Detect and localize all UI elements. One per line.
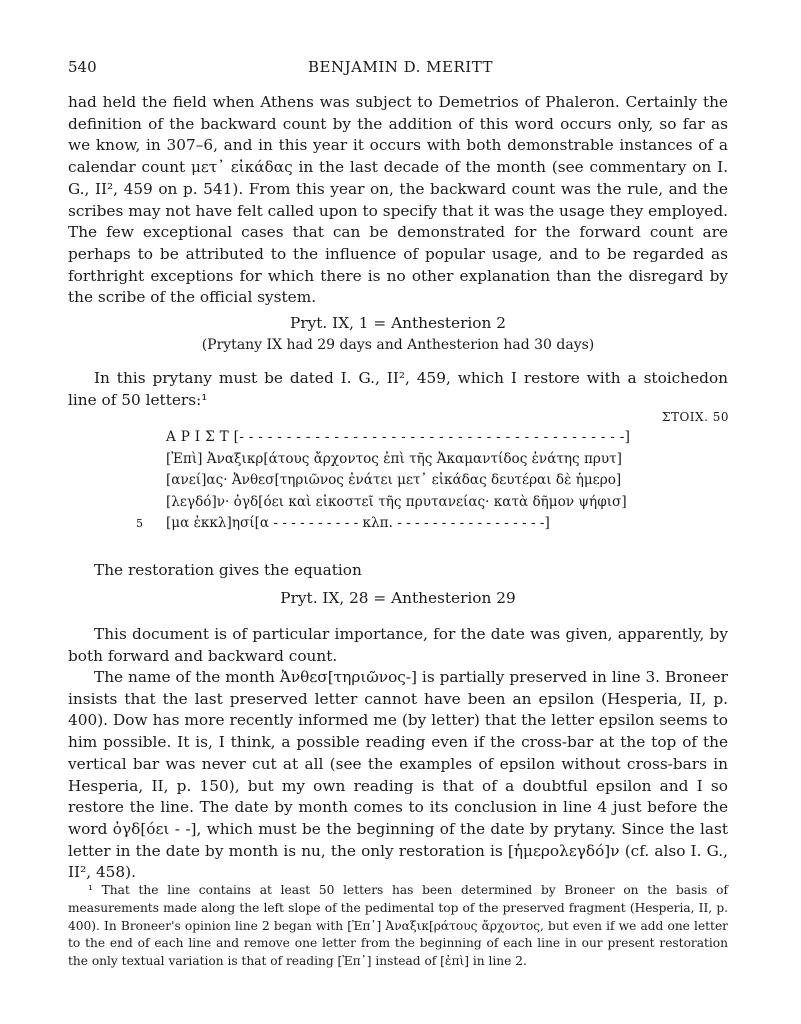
inscription-line xyxy=(136,470,736,492)
inscription-line xyxy=(136,513,736,535)
running-title: BENJAMIN D. MERITT xyxy=(308,58,493,76)
paragraph-1: had held the field when Athens was subject to Demetrios of Phaleron. Certainly the definition of the backward count by the addition of this word occurs only, so far as we know, in 307–6, and in this year it occurs with both demonstrable instances of a calendar count μετ᾽ εἰκάδας in the last decade of the month (see commentary on I. G., II², 459 on p. 541). From this year on, the backward count was the rule, and the scribes may not have felt called upon to specify that it was the usage they employed. The few exceptional cases that can be demonstrated for the forward count are perhaps to be attributed to the influence of popular usage, and to be regarded as forthright exceptions for which there is no other explanation than the disregard by the scribe of the official system. xyxy=(68,93,728,307)
line-text: [μα ἐκκλ]ησί[α - - - - - - - - - - κλπ. - - - - - - - - - - - - - - - - -] xyxy=(166,515,550,532)
running-header xyxy=(68,58,733,80)
line-text: [ανεί]ας· Ἀνθεσ[τηριῶνος ἐνάτει μετ᾽ εἰκάδας δευτέραι δὲ ἡμερο] xyxy=(166,472,622,489)
stoichedon-label: ΣΤΟΙΧ. 50 xyxy=(661,410,729,424)
paragraph-2: In this prytany must be dated I. G., II², 459, which I restore with a stoichedon line of 50 letters:¹ xyxy=(68,369,728,409)
paragraph-4: This document is of particular importance, for the date was given, apparently, by both forward and backward count. xyxy=(68,625,728,665)
line-text: [Ἐπὶ] Ἀναξικρ[άτους ἄρχοντος ἐπὶ τῆς Ἀκαμαντίδος ἐνάτης πρυτ] xyxy=(166,450,622,467)
inscription-line xyxy=(136,427,736,449)
page-number: 540 xyxy=(68,58,97,76)
line-number: 5 xyxy=(136,517,143,531)
inscription-line xyxy=(136,492,736,514)
section-heading: Pryt. IX, 1 = Anthesterion 2 xyxy=(290,314,506,332)
line-text: Α Ρ Ι Σ Τ [- - - - - - - - - - - - - - - - - - - - - - - - - - - - - - - - - - - - - - - - -] xyxy=(166,429,631,445)
inscription-text xyxy=(136,427,736,535)
paragraph-3: The restoration gives the equation xyxy=(94,561,362,579)
line-text: [λεγδό]ν· ὀγδ[όει καὶ εἰκοστεῖ τῆς πρυτανείας· κατὰ δῆμον ψήφισ] xyxy=(166,493,627,510)
inscription-line xyxy=(136,449,736,471)
footnote: ¹ That the line contains at least 50 letters has been determined by Broneer on the basis of measurements made along the left slope of the pedimental top of the preserved fragment (Hesperia, II, p. 400). In Broneer's opinion line 2 began with [Ἐπ᾽] Ἀναξικ[ράτους ἄρχοντος, but even if we add one letter to the end of each line and remove one letter from the beginning of each line in our present restoration the only textual variation is that of reading [Ἐπ᾽] instead of [ἐπὶ] in line 2. xyxy=(68,883,728,969)
paragraph-5: The name of the month Ἀνθεσ[τηριῶνος-] is partially preserved in line 3. Broneer insists that the last preserved letter cannot have been an epsilon (Hesperia, II, p. 400). Dow has more recently informed me (by letter) that the letter epsilon seems to him possible. It is, I think, a possible reading even if the cross-bar at the top of the vertical bar was never cut at all (see the examples of epsilon without cross-bars in Hesperia, II, p. 150), but my own reading is that of a doubtful epsilon and I so restore the line. The date by month comes to its conclusion in line 4 just before the word ὀγδ[όει - -], which must be the beginning of the date by prytany. Since the last letter in the date by month is nu, the only restoration is [ἡμερολεγδό]ν (cf. also I. G., II², 458). xyxy=(68,668,728,882)
equation: Pryt. IX, 28 = Anthesterion 29 xyxy=(280,589,516,607)
section-subheading: (Prytany IX had 29 days and Anthesterion had 30 days) xyxy=(201,337,595,353)
